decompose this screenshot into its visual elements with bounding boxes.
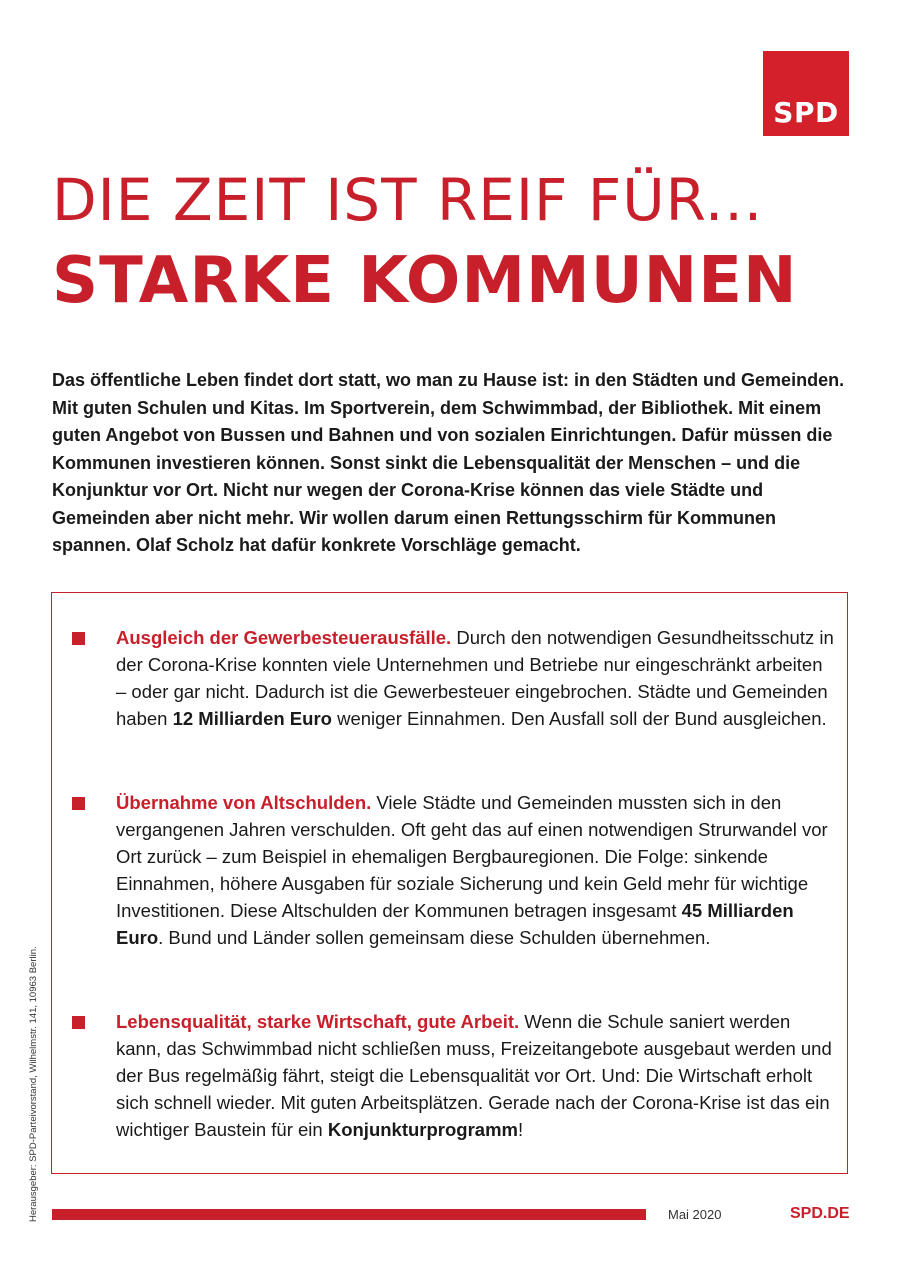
proposal-text-end: . Bund und Länder sollen gemeinsam diese Schulden übernehmen. bbox=[158, 927, 711, 948]
proposal-item-2 bbox=[116, 789, 836, 951]
logo-text: SPD bbox=[773, 96, 839, 129]
proposal-highlight: Konjunkturprogramm bbox=[327, 1119, 518, 1140]
footer-website-link[interactable]: SPD.DE bbox=[790, 1205, 850, 1222]
publisher-note: Herausgeber: SPD-Parteivorstand, Wilhelmstr. 141, 10963 Berlin. bbox=[28, 946, 39, 1222]
proposal-title: Ausgleich der Gewerbesteuerausfälle. bbox=[116, 627, 452, 648]
proposal-text-end: ! bbox=[517, 1119, 524, 1140]
proposal-text: Durch den notwendigen Gesundheitsschutz in der Corona-Krise konnten viele Unternehmen und Betriebe nur eingeschränkt arbeiten – oder gar nicht. Dadurch ist die Gewerbesteuer eingebrochen. Städte und Gemeinden haben bbox=[116, 627, 834, 729]
proposal-item-1 bbox=[116, 624, 836, 732]
intro-paragraph bbox=[52, 367, 852, 560]
footer-date: Mai 2020 bbox=[668, 1207, 722, 1222]
square-bullet-icon bbox=[72, 632, 85, 645]
proposal-highlight: 45 Milliarden Euro bbox=[116, 900, 794, 948]
proposal-text-end: weniger Einnahmen. Den Ausfall soll der Bund ausgleichen. bbox=[331, 708, 827, 729]
square-bullet-icon bbox=[72, 1016, 85, 1029]
proposal-text: Viele Städte und Gemeinden mussten sich in den vergangenen Jahren verschulden. Oft geht das auf einen notwendigen Strurwandel vor Ort zurück – zum Beispiel in ehemaligen Bergbauregionen. Die Folge: sinkende Einnahmen, höhere Ausgaben für soziale Sicherung und kein Geld mehr für wichtige Investitionen. Diese Altschulden der Kommunen betragen insgesamt bbox=[116, 792, 828, 921]
proposal-highlight: 12 Milliarden Euro bbox=[172, 708, 332, 729]
square-bullet-icon bbox=[72, 797, 85, 810]
proposals-box bbox=[51, 592, 848, 1174]
proposal-text: Wenn die Schule saniert werden kann, das Schwimmbad nicht schließen muss, Freizeitangebote ausgebaut werden und der Bus regelmäßig fährt, steigt die Lebensqualität vor Ort. Und: Die Wirtschaft erholt sich schnell wieder. Mit guten Arbeitsplätzen. Gerade nach der Corona-Krise ist das ein wichtiger Baustein für ein bbox=[116, 1011, 832, 1140]
proposal-item-3 bbox=[116, 1008, 836, 1143]
proposal-title: Lebensqualität, starke Wirtschaft, gute Arbeit. bbox=[116, 1011, 520, 1032]
proposal-title: Übernahme von Altschulden. bbox=[116, 792, 372, 813]
intro-text: Das öffentliche Leben findet dort statt, wo man zu Hause ist: in den Städten und Gemeinden. Mit guten Schulen und Kitas. Im Sportverein, dem Schwimmbad, der Bibliothek. Mit einem guten Angebot von Bussen und Bahnen und von sozialen Einrichtungen. Dafür müssen die Kommunen investieren können. Sonst sinkt die Lebensqualität der Menschen – und die Konjunktur vor Ort. Nicht nur wegen der Corona-Krise können das viele Städte und Gemeinden aber nicht mehr. Wir wollen darum einen Rettungsschirm für Kommunen spannen. Olaf Scholz hat dafür konkrete Vorschläge gemacht. bbox=[52, 370, 845, 555]
spd-logo bbox=[763, 51, 849, 136]
headline-line-1: DIE ZEIT IST REIF FÜR... bbox=[52, 166, 764, 234]
footer-bar bbox=[52, 1209, 646, 1220]
headline-line-2: STARKE KOMMUNEN bbox=[52, 244, 798, 318]
